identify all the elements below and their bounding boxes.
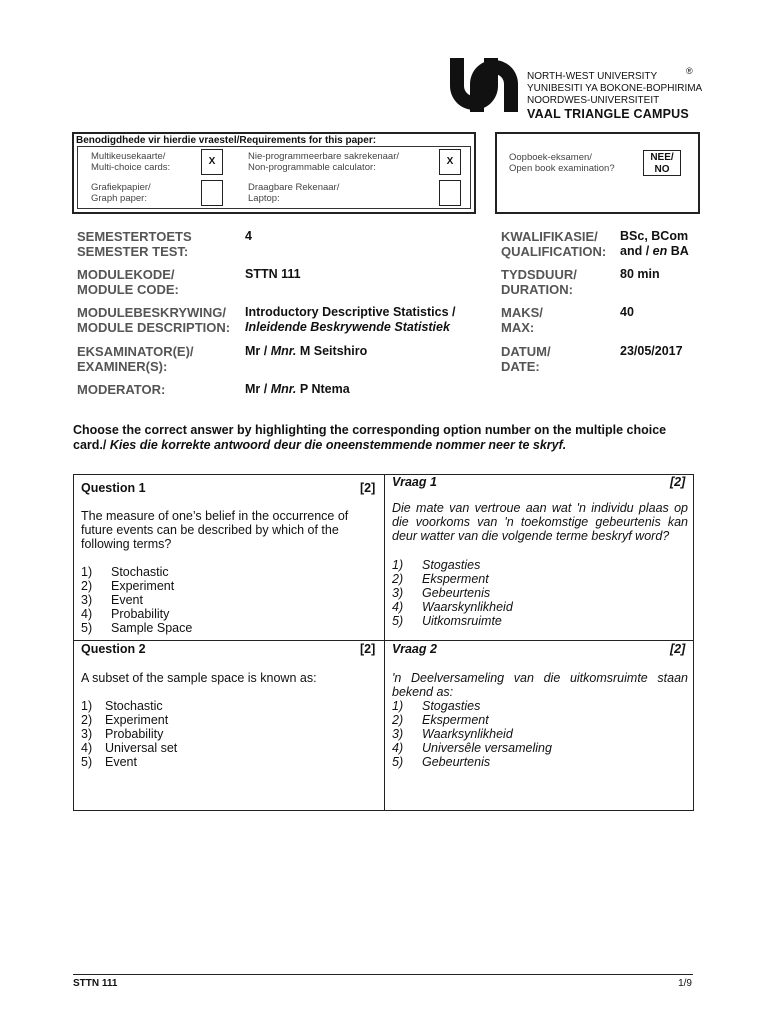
- module-description-label-en: MODULE DESCRIPTION:: [77, 320, 231, 335]
- graph-paper-label-en: Graph paper:: [91, 193, 147, 204]
- semester-label-af: SEMESTERTOETS: [77, 229, 192, 244]
- option-number: 5): [81, 755, 93, 769]
- option-number: 3): [81, 593, 93, 607]
- university-line-en: NORTH-WEST UNIVERSITY: [527, 71, 658, 82]
- option-text: Gebeurtenis: [422, 586, 491, 600]
- option-text: Universêle versameling: [422, 741, 552, 755]
- qualification-ba: BA: [667, 244, 689, 258]
- university-name: [527, 71, 702, 121]
- option-number: 1): [392, 558, 404, 572]
- date-value: 23/05/2017: [620, 344, 683, 358]
- option-text: Stogasties: [422, 558, 481, 572]
- option-text: Gebeurtenis: [422, 755, 491, 769]
- option-number: 3): [392, 727, 404, 741]
- moderator-title-af: Mnr.: [270, 382, 297, 396]
- option-number: 4): [392, 600, 404, 614]
- duration-label-af: TYDSDUUR/: [501, 267, 577, 282]
- max-value: 40: [620, 305, 634, 319]
- laptop-label: [248, 182, 339, 204]
- moderator-title: Mr /: [245, 382, 271, 396]
- option-number: 5): [81, 621, 93, 635]
- laptop-label-af: Draagbare Rekenaar/: [248, 182, 340, 193]
- option-number: 1): [392, 699, 404, 713]
- option-text: Experiment: [105, 713, 169, 727]
- option-text: Eksperment: [422, 572, 489, 586]
- option-text: Universal set: [105, 741, 178, 755]
- instruction: [73, 423, 695, 453]
- open-book-box: [495, 132, 700, 214]
- option-text: Stochastic: [111, 565, 169, 579]
- duration-label: [501, 267, 577, 297]
- semester-value: 4: [245, 229, 252, 243]
- vraag-1-title: Vraag 1: [392, 475, 437, 489]
- option-number: 4): [392, 741, 404, 755]
- examiner-value: [245, 344, 367, 359]
- multichoice-label: [91, 151, 170, 173]
- examiner-label-af: EKSAMINATOR(E)/: [77, 344, 194, 359]
- option-number: 5): [392, 614, 404, 628]
- duration-value: 80 min: [620, 267, 660, 281]
- question-2-title: Question 2: [81, 642, 146, 656]
- option-text: Stogasties: [422, 699, 481, 713]
- examiner-title: Mr /: [245, 344, 271, 358]
- option-text: Probability: [105, 727, 164, 741]
- row-divider: [74, 640, 693, 641]
- examiner-name: M Seitshiro: [296, 344, 368, 358]
- vraag-2-title: Vraag 2: [392, 642, 437, 656]
- vraag-1-marks: [2]: [670, 475, 686, 489]
- question-1-text: The measure of one’s belief in the occurrence of future events can be described by which of the following terms?: [81, 509, 349, 551]
- instruction-af: Kies die korrekte antwoord deur die oneenstemmende nommer neer te skryf.: [106, 438, 567, 452]
- requirements-title: Benodigdhede vir hierdie vraestel/Requirements for this paper:: [76, 135, 377, 146]
- open-book-label-en: Open book examination?: [509, 163, 615, 174]
- graph-paper-label: [91, 182, 151, 204]
- module-description-label: [77, 305, 230, 335]
- semester-label: [77, 229, 192, 259]
- option-text: Stochastic: [105, 699, 163, 713]
- open-book-label-af: Oopboek-eksamen/: [509, 152, 592, 163]
- qualification-value-line1: BSc, BCom: [620, 229, 689, 243]
- registered-mark: ®: [686, 66, 693, 76]
- qualification-label-af: KWALIFIKASIE/: [501, 229, 598, 244]
- calculator-label-af: Nie-programmeerbare sakrekenaar/: [248, 151, 400, 162]
- option-text: Sample Space: [111, 621, 193, 635]
- option-number: 1): [81, 699, 93, 713]
- semester-label-en: SEMESTER TEST:: [77, 244, 189, 259]
- option-text: Experiment: [111, 579, 175, 593]
- option-text: Uitkomsruimte: [422, 614, 502, 628]
- laptop-checkbox[interactable]: [439, 180, 461, 206]
- vraag-2-text: 'n Deelversameling van die uitkomsruimte staan bekend as:: [392, 671, 688, 699]
- question-table: [73, 474, 694, 811]
- qualification-value: [620, 229, 689, 259]
- module-code-label: [77, 267, 179, 297]
- option-number: 3): [81, 727, 93, 741]
- examiner-label-en: EXAMINER(S):: [77, 359, 168, 374]
- laptop-label-en: Laptop:: [248, 193, 280, 204]
- qualification-label-en: QUALIFICATION:: [501, 244, 607, 259]
- open-book-answer[interactable]: [643, 150, 681, 176]
- open-book-answer-af: NEE/: [650, 152, 674, 163]
- option-number: 4): [81, 607, 93, 621]
- question-2-marks: [2]: [360, 642, 376, 656]
- multichoice-label-af: Multikeusekaarte/: [91, 151, 166, 162]
- vraag-1-text: Die mate van vertroue aan wat 'n individu plaas op die voorkoms van 'n toekomstige gebeurtenis kan deur watter van die volgende terme beskryf word?: [392, 501, 688, 543]
- module-description-label-af: MODULEBESKRYWING/: [77, 305, 227, 320]
- option-number: 2): [392, 572, 404, 586]
- moderator-name: P Ntema: [296, 382, 350, 396]
- option-text: Probability: [111, 607, 170, 621]
- date-label-af: DATUM/: [501, 344, 551, 359]
- qualification-en: en: [652, 244, 668, 258]
- qualification-label: [501, 229, 606, 259]
- multichoice-checkbox[interactable]: X: [201, 149, 223, 175]
- option-text: Waarksynlikheid: [422, 727, 513, 741]
- column-divider: [384, 475, 385, 810]
- option-number: 4): [81, 741, 93, 755]
- moderator-value: [245, 382, 350, 397]
- option-number: 3): [392, 586, 404, 600]
- option-text: Eksperment: [422, 713, 489, 727]
- option-number: 1): [81, 565, 93, 579]
- calculator-checkbox[interactable]: X: [439, 149, 461, 175]
- university-line-tn: YUNIBESITI YA BOKONE-BOPHIRIMA: [527, 83, 703, 94]
- module-code-label-en: MODULE CODE:: [77, 282, 179, 297]
- graph-paper-label-af: Grafiekpapier/: [91, 182, 151, 193]
- examiner-label: [77, 344, 194, 374]
- instruction-en: Choose the correct answer by highlighting the corresponding option number on the multiple choice card./: [73, 423, 667, 452]
- requirements-inner: [77, 146, 471, 209]
- max-label: [501, 305, 543, 335]
- qualification-and: and /: [620, 244, 653, 258]
- university-line-af: NOORDWES-UNIVERSITEIT: [527, 95, 660, 106]
- max-label-en: MAX:: [501, 320, 535, 335]
- option-number: 2): [81, 713, 93, 727]
- option-number: 5): [392, 755, 404, 769]
- footer-page-number: 1/9: [678, 978, 692, 989]
- footer-module-code: STTN 111: [73, 978, 118, 989]
- duration-label-en: DURATION:: [501, 282, 573, 297]
- module-description-value-en: Introductory Descriptive Statistics /: [245, 305, 456, 319]
- module-code-value: STTN 111: [245, 267, 301, 281]
- module-description-value: [245, 305, 455, 335]
- option-number: 2): [81, 579, 93, 593]
- max-label-af: MAKS/: [501, 305, 543, 320]
- requirements-box: [72, 132, 476, 214]
- open-book-answer-en: NO: [654, 164, 670, 175]
- option-text: Waarskynlikheid: [422, 600, 513, 614]
- module-description-value-af: Inleidende Beskrywende Statistiek: [245, 320, 450, 334]
- date-label: [501, 344, 551, 374]
- option-text: Event: [105, 755, 137, 769]
- qualification-value-line2: [620, 244, 689, 259]
- calculator-label: [248, 151, 399, 173]
- open-book-label: [509, 152, 615, 174]
- nwu-logo: [448, 50, 520, 120]
- graph-paper-checkbox[interactable]: [201, 180, 223, 206]
- campus-name: VAAL TRIANGLE CAMPUS: [527, 107, 689, 121]
- option-text: Event: [111, 593, 143, 607]
- module-code-label-af: MODULEKODE/: [77, 267, 175, 282]
- option-number: 2): [392, 713, 404, 727]
- question-1-title: Question 1: [81, 481, 146, 495]
- examiner-title-af: Mnr.: [270, 344, 297, 358]
- footer-divider: [73, 974, 693, 975]
- multichoice-label-en: Multi-choice cards:: [91, 162, 171, 173]
- question-1-marks: [2]: [360, 481, 376, 495]
- calculator-label-en: Non-programmable calculator:: [248, 162, 376, 173]
- moderator-label: MODERATOR:: [77, 382, 166, 397]
- question-2-text: A subset of the sample space is known as:: [81, 671, 317, 685]
- vraag-2-marks: [2]: [670, 642, 686, 656]
- date-label-en: DATE:: [501, 359, 540, 374]
